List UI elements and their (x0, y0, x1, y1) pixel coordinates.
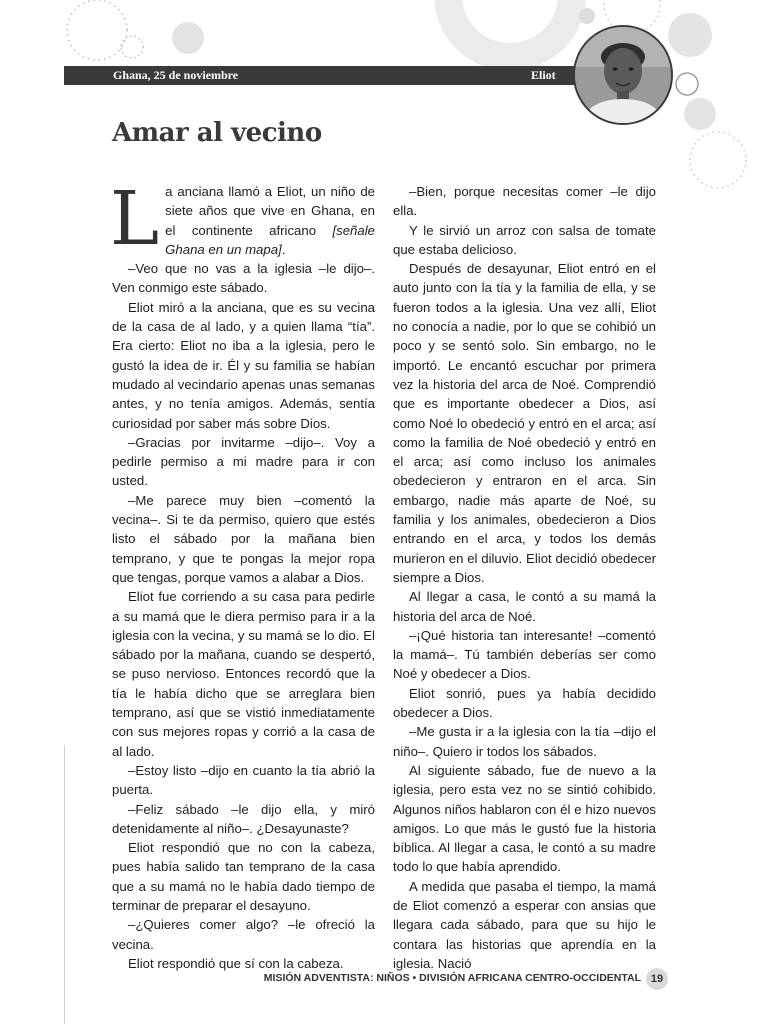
story-paragraph (110, 176, 375, 262)
story-paragraph: –Estoy listo –dijo en cuanto la tía abrió la puerta. (112, 762, 375, 798)
boy-portrait-icon (575, 27, 671, 123)
story-text: a anciana llamó a Eliot, un niño de siete años que vive en Ghana, en el continente africano (165, 184, 375, 238)
page-title: Amar al vecino (112, 118, 322, 148)
story-text: . (281, 241, 286, 257)
story-paragraph: –Me gusta ir a la iglesia con la tía –dijo el niño–. Quiero ir todos los sábados. (393, 724, 656, 759)
margin-rule (64, 745, 65, 1024)
page-footer (263, 968, 668, 990)
story-paragraph: Eliot respondió que no con la cabeza, pues había salido tan temprano de la casa que a su mamá no le había dado tiempo de terminar de preparar el desayuno. (112, 840, 375, 913)
page-number: 19 (646, 968, 668, 990)
story-paragraph: Y le sirvió un arroz con salsa de tomate que estaba delicioso. (393, 222, 656, 257)
story-column-left (110, 176, 375, 973)
story-paragraph: Eliot miró a la anciana, que es su vecina de la casa de al lado, y a quien llama “tía”. Era cierto: Eliot no iba a la iglesia, pero le gustó la idea de ir. Él y su familia se habían mudado al vecindario apenas unas semanas antes, y no tenía amigos. Además, sentía curiosidad por saber más sobre Dios. (112, 299, 375, 431)
drop-cap: L (110, 176, 160, 262)
story-paragraph: Eliot fue corriendo a su casa para pedirle a su mamá que le diera permiso para ir a la iglesia con la vecina, y su mamá se lo dio. El sábado por la mañana, cuando se despertó, se puso nervioso. Entonces recordó que la tía le había dicho que se arreglara bien temprano, así que se vistió inmediatamente con sus mejores ropas y corrió a la casa de al lado. (112, 589, 375, 759)
story-column-right (393, 182, 656, 973)
header-bar (64, 66, 604, 85)
story-paragraph: –Veo que no vas a la iglesia –le dijo–. Ven conmigo este sábado. (112, 261, 375, 296)
story-paragraph: –Gracias por invitarme –dijo–. Voy a pedirle permiso a mi madre para ir con usted. (112, 434, 375, 489)
footer-publication: MISIÓN ADVENTISTA: NIÑOS • DIVISIÓN AFRICANA CENTRO-OCCIDENTAL (263, 972, 641, 984)
teacher-instruction: [señale Ghana en un mapa] (165, 222, 375, 257)
story-paragraph: A medida que pasaba el tiempo, la mamá de Eliot comenzó a esperar con ansias que llegara cada sábado, para que su hijo le contara las historias que aprendía en la iglesia. Nació (393, 878, 656, 971)
story-paragraph: Después de desayunar, Eliot entró en el auto junto con la tía y la familia de ella, y se fueron todos a la iglesia. Una vez allí, Eliot no conocía a nadie, por lo que se cohibió un poco y se sentó solo. Sin embargo, no le importó. Le encantó escuchar por primera vez la historia del arca de Noé. Comprendió que es importante obedecer a Dios, así como Noé lo obedeció y entró en el arca; así como la familia de Noé obedeció y entró en el arca; así como incluso los animales obedecieron y entraron en el arca. Sin embargo, nadie más aparte de Noé, su familia y los animales, obedecieron a Dios entrando en el arca, y todos los demás murieron en el diluvio. Eliot decidió obedecer siempre a Dios. (393, 261, 656, 585)
story-paragraph: –¿Quieres comer algo? –le ofreció la vecina. (112, 917, 375, 952)
avatar (573, 25, 673, 125)
story-paragraph: Eliot sonrió, pues ya había decidido obedecer a Dios. (393, 685, 656, 721)
story-paragraph: –Bien, porque necesitas comer –le dijo ella. (393, 184, 656, 219)
header-name: Eliot (531, 68, 556, 82)
story-paragraph: Al llegar a casa, le contó a su mamá la historia del arca de Noé. (393, 589, 656, 624)
story-paragraph: –Me parece muy bien –comentó la vecina–. Si te da permiso, quiero que estés listo el sábado por la mañana bien temprano, y que te pongas la mejor ropa que tengas, porque vamos a alabar a Dios. (112, 492, 375, 585)
story-paragraph: –Feliz sábado –le dijo ella, y miró detenidamente al niño–. ¿Desayunaste? (112, 801, 375, 836)
story-paragraph: –¡Qué historia tan interesante! –comentó la mamá–. Tú también deberías ser como Noé y obedecer a Dios. (393, 627, 656, 682)
header-date: Ghana, 25 de noviembre (113, 68, 239, 82)
story-paragraph: Eliot respondió que sí con la cabeza. (128, 955, 344, 971)
story-paragraph: Al siguiente sábado, fue de nuevo a la iglesia, pero esta vez no se sintió cohibido. Algunos niños hablaron con él e hizo nuevos amigos. Lo que más le gustó fue la historia bíblica. Al llegar a casa, le contó a su madre todo lo que había aprendido. (393, 762, 656, 875)
